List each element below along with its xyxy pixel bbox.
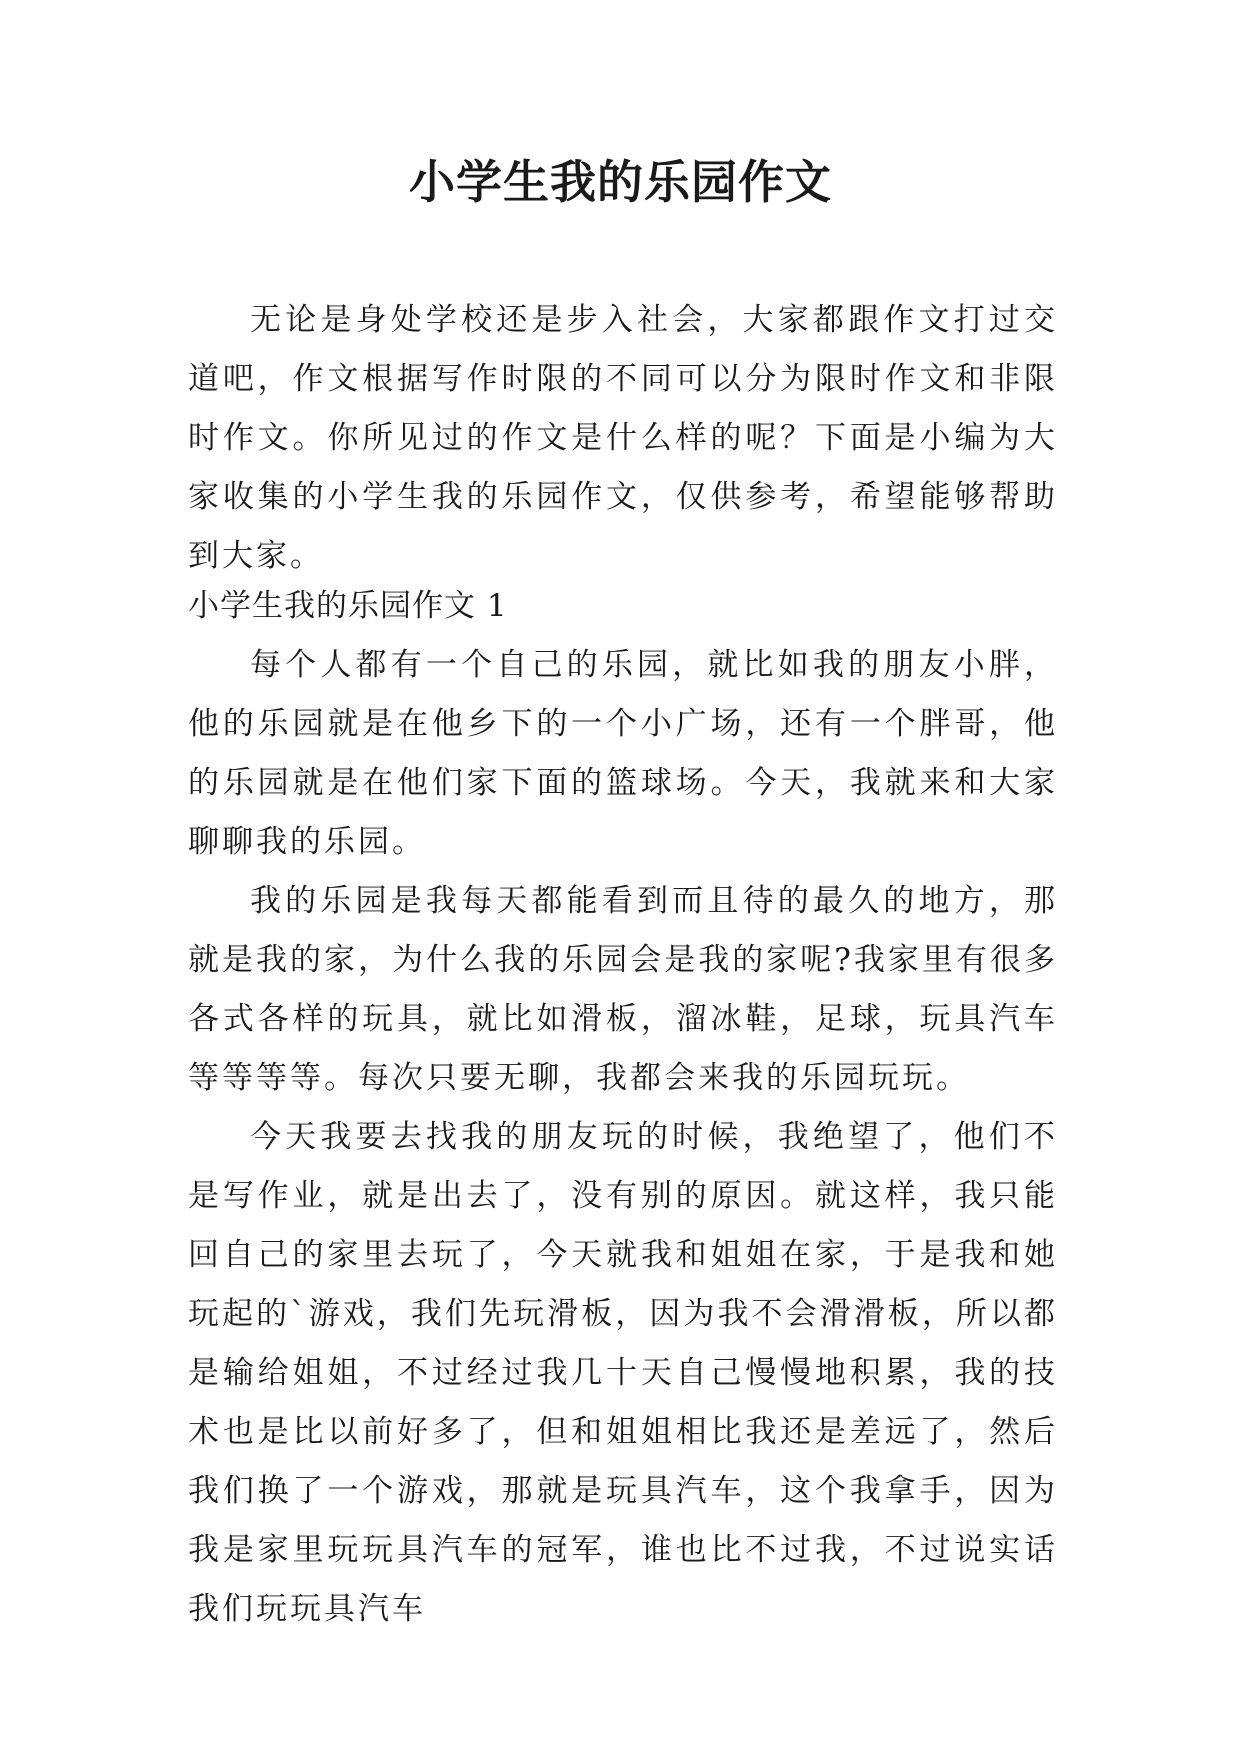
article-paragraph: 我的乐园是我每天都能看到而且待的最久的地方，那就是我的家，为什么我的乐园会是我的家呢?我家里有很多各式各样的玩具，就比如滑板，溜冰鞋，足球，玩具汽车等等等等。每次只要无聊，我都会来我的乐园玩玩。 [188, 883, 1058, 1096]
article-section [188, 577, 1058, 1639]
section-heading: 小学生我的乐园作文 1 [188, 588, 508, 624]
article-paragraph: 每个人都有一个自己的乐园，就比如我的朋友小胖，他的乐园就是在他乡下的一个小广场，还有一个胖哥，他的乐园就是在他们家下面的篮球场。今天，我就来和大家聊聊我的乐园。 [188, 647, 1058, 860]
article-paragraph: 今天我要去找我的朋友玩的时候，我绝望了，他们不是写作业，就是出去了，没有别的原因。就这样，我只能回自己的家里去玩了，今天就我和姐姐在家，于是我和她玩起的`游戏，我们先玩滑板，因为我不会滑滑板，所以都是输给姐姐，不过经过我几十天自己慢慢地积累，我的技术也是比以前好多了，但和姐姐相比我还是差远了，然后我们换了一个游戏，那就是玩具汽车，这个我拿手，因为我是家里玩玩具汽车的冠军，谁也比不过我，不过说实话我们玩玩具汽车 [188, 1119, 1058, 1627]
intro-paragraph: 无论是身处学校还是步入社会，大家都跟作文打过交道吧，作文根据写作时限的不同可以分为限时作文和非限时作文。你所见过的作文是什么样的呢？下面是小编为大家收集的小学生我的乐园作文，仅供参考，希望能够帮助到大家。 [188, 302, 1058, 574]
document-title: 小学生我的乐园作文 [409, 155, 832, 209]
